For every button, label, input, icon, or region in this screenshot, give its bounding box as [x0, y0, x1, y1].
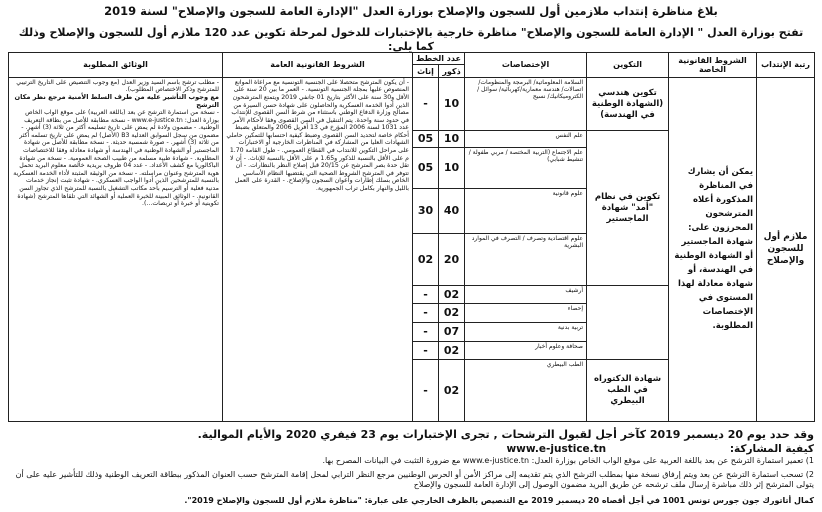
specialty-row-0: السلامة المعلوماتية/ البرمجة والمنظومات/ اتصالات/ هندسة معمارية/كهربائية/ سوائل / الكتروميكانيك/ نسيج — [465, 77, 587, 131]
female-count-0: - — [413, 77, 439, 131]
header-female: إناث — [413, 65, 439, 77]
header-documents: الوثائق المطلوبة — [9, 53, 223, 78]
male-count-4: 20 — [439, 234, 465, 286]
header-rank: رتبة الإنتداب — [757, 53, 815, 78]
male-count-7: 07 — [439, 322, 465, 341]
header-male: ذكور — [439, 65, 465, 77]
step-1-text: 1) تعمير استمارة الترشح عن بعد باللغة العربية على موقع الواب الخاص بوزارة العدل: www.e-justice.tn مع ضرورة التثبت في البيانات المصرح بها. — [322, 456, 814, 465]
specialty-row-7: تربية بدنية — [465, 322, 587, 341]
female-count-2: 05 — [413, 147, 439, 188]
requirements-table — [8, 52, 815, 422]
specialty-row-6: إحصاء — [465, 304, 587, 323]
training-veterinary: شهادة الدكتوراه في الطب البيطري — [587, 360, 669, 422]
female-count-6: - — [413, 304, 439, 323]
female-count-1: 05 — [413, 131, 439, 147]
training-master-continued — [587, 285, 669, 359]
special-conditions-cell: يمكن أن يشارك في المناظرة المذكورة أعلاه المترشحون المحرزون على: شهادة الماجستير أو الشهادة الوطنية في الهندسة، أو شهادة معادلة لهذا المستوى في الإختصاصات المطلوبة. — [669, 77, 757, 421]
female-count-5: - — [413, 285, 439, 304]
documents-text-2: - نسخة من استمارة الترشح عن بعد (باللغة العربية) على موقع الواب الخاص بوزارة العدل: www.e-justice.tn - نسخة مطابقة للأصل من بطاقة التعريف الوطنية. - مضمون ولادة لم يمض على تاريخ تسليمه أكثر من ثلاثة (3) أشهر. - مضمون من سجل السوابق العدلية B3 (الأصل) لم يمض على تاريخ تسلمه أكثر من ثلاثة (3) أشهر. - صورة شمسية حديثة. - نسخة مطابقة للأصل من شهادة الماجستير أو الشهادة الوطنية في الهندسة أو شهادة معادلة وفقا للاختصاصات المطلوبة. - شهادة طبية مسلمة من طبيب الصحة العمومية. - نسخة من شهادة الباكالوريا مع كشف الأعداد. - عدد 04 ظروف بريدية خالصة معلوم البريد تحمل هوية المترشح وعنوان مراسلته. - نسخة من الوثيقة المثبتة لأداء الخدمة العسكرية بالنسبة للمترشحين الذين أدوا الواجب العسكري. - شهادة تثبت إنجاز خدمات مدنية فعلية أو الترسيم بأحد مكاتب التشغيل بالنسبة للمترشح الذي تجاوز السن القانونية. - الوثائق المبينة للخبرة العملية أو الشهائد التي تلقاها المترشح (شهادة تكوينية أو خبرة أو تربصات...). — [13, 109, 219, 208]
participation-heading-label: كيفية المشاركة: — [729, 443, 814, 455]
female-count-7: - — [413, 322, 439, 341]
documents-text-1: - مطلب ترشح باسم السيد وزير العدل (مع وجوب التنصيص على التاريخ الترتيبي للمترشح وذكر الاختصاص المطلوب). — [16, 78, 219, 94]
participation-heading — [8, 443, 814, 455]
specialty-row-3: علوم قانونية — [465, 189, 587, 234]
training-master: تكوين في نظام "أمد" شهادة الماجستير — [587, 131, 669, 286]
specialty-row-2: علم الاجتماع (التربية المختصة / مربي طفولة / تنشيط شبابي) — [465, 147, 587, 188]
participation-website: www.e-justice.tn — [506, 443, 607, 455]
male-count-1: 10 — [439, 131, 465, 147]
male-count-0: 10 — [439, 77, 465, 131]
specialty-row-4: علوم اقتصادية وتصرف / التصرف في الموارد البشرية — [465, 234, 587, 286]
step-2-text: 2) تسحب استمارة الترشح عن بعد ويتم إرفاق نسخة منها بمطلب الترشح الذي يتم تقديمه إلى مراكز الأمن أو الحرس الوطنيين مرجع النظر الترابي لمحل إقامة المترشح حسب العنوان المذكور ببطاقة التعريف الوطنية وذلك للتأشير عليه على أن يتولى المترشح إثر ذلك مباشرة إرسال ملف ترشحه عن طريق البريد مضمون الوصول إلى الإدارة العامة للسجون والإصلاح — [15, 470, 814, 489]
male-count-8: 02 — [439, 341, 465, 360]
training-engineering: تكوين هندسي (الشهادة الوطنية في الهندسة) — [587, 77, 669, 131]
header-specialties: الإختصاصات — [465, 53, 587, 78]
female-count-3: 30 — [413, 189, 439, 234]
documents-cell — [9, 77, 223, 421]
male-count-5: 02 — [439, 285, 465, 304]
header-general-conditions: الشروط القانونية العامة — [223, 53, 413, 78]
male-count-3: 40 — [439, 189, 465, 234]
rank-cell: ملازم أول للسجون والإصلاح — [757, 77, 815, 421]
specialty-row-5: أرشيف — [465, 285, 587, 304]
step-3-text: كمال أتاتورك جون جورس تونس 1001 في أجل أقصاه 20 ديسمبر 2019 مع التنصيص بالظرف الخارجي على عبارة: "مناظرة ملازم أول للسجون والإصلاح 2019". — [184, 496, 814, 505]
specialty-row-1: علم النفس — [465, 131, 587, 147]
announcement-title: بلاغ مناظرة إنتداب ملازمين أول للسجون والإصلاح بوزارة العدل "الإدارة العامة للسجون والإصلاح" لسنة 2019 — [104, 4, 718, 18]
header-training: التكوين — [587, 53, 669, 78]
specialty-row-9: الطب البيطري — [465, 360, 587, 422]
female-count-9: - — [413, 360, 439, 422]
male-count-9: 02 — [439, 360, 465, 422]
female-count-4: 02 — [413, 234, 439, 286]
announcement-intro: تفتح بوزارة العدل " الإدارة العامة للسجون والإصلاح" مناظرة خارجية بالإختبارات للدخول لمرحلة تكوين عدد 120 ملازم أول للسجون والإصلاح وذلك كما يلي: — [18, 26, 804, 53]
deadline-text: وقد حدد يوم 20 ديسمبر 2019 كآخر أجل لقبول الترشحات , تجرى الإختبارات يوم 23 فيفري 2020 والأيام الموالية. — [197, 428, 814, 441]
female-count-8: - — [413, 341, 439, 360]
male-count-6: 02 — [439, 304, 465, 323]
general-conditions-cell: - أن يكون المترشح متحصلا على الجنسية التونسية مع مراعاة الموانع المنصوص عليها بمجلة الجنسية التونسية. - العمر ما بين 20 سنة على الأقل و30 سنة على الأكثر بتاريخ 01 جانفي 2019 ويتمتع المترشحون الذين أدوا الخدمة العسكرية والحاصلون على شهادة حسن السيرة من مصالح وزارة الدفاع الوطني باستثناء من شرط السن القصوى للإنتداب في حدود سنة واحدة. يتم التنقيل في السن القصوى وفقا لأحكام الأمر عدد 1031 لسنة 2006 المؤرخ في 13 أفريل 2006 والمتعلق بضبط أحكام خاصة لتحديد السن القصوى وضبط كيفية احتسابها للتمكين حاملي الشهادات العليا من المشاركة في المناظرات الخارجية أو الاختبارات على مراحل التكوين للانتداب في القطاع العمومي. - طول القامة 1.70 م على الأقل بالنسبة للذكور و1.65 م على الأقل بالنسبة للإناث. - أن لا تقل حدة بصر المترشح عن 20/15 قبل إصلاح النظر بالنظارات. - أن تتوفر في المترشح الشروط الصحية التي يقتضيها النظام الأساسي الخاص بسلك إطارات وأعوان السجون والإصلاح. - القدرة على العمل بالليل والنهار بكامل تراب الجمهورية. — [223, 77, 413, 421]
male-count-2: 10 — [439, 147, 465, 188]
documents-bold-note: مع وجوب التأشير عليه من طرف السلط الأمنية مرجع نظر مكان الترشح — [14, 92, 219, 109]
header-special-conditions: الشروط القانونية الخاصة — [669, 53, 757, 78]
header-plan-count: عدد الخطط — [413, 53, 465, 65]
specialty-row-8: صحافة وعلوم أخبار — [465, 341, 587, 360]
